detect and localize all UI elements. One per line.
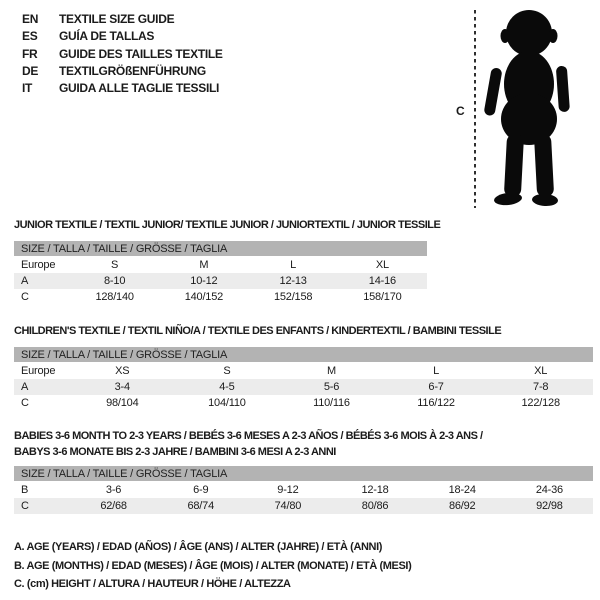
note-line-a: A. AGE (YEARS) / EDAD (AÑOS) / ÂGE (ANS) / ALTER (JAHRE) / ETÀ (ANNI) bbox=[14, 541, 382, 553]
size-header-cell: SIZE / TALLA / TAILLE / GRÖSSE / TAGLIA bbox=[14, 241, 427, 257]
table-cell: 158/170 bbox=[363, 291, 402, 303]
section-babies-textile bbox=[14, 428, 593, 514]
language-row-it bbox=[22, 80, 223, 97]
table-cell: XL bbox=[375, 259, 389, 271]
language-label: TEXTILGRÖßENFÜHRUNG bbox=[59, 63, 206, 78]
table-cell: XS bbox=[115, 365, 130, 377]
language-code: ES bbox=[22, 29, 38, 44]
footnotes-block bbox=[14, 538, 411, 594]
table-cell: 10-12 bbox=[190, 275, 218, 287]
table-row bbox=[14, 363, 593, 380]
language-code: FR bbox=[22, 46, 38, 61]
section-title-junior: JUNIOR TEXTILE / TEXTIL JUNIOR/ TEXTILE JUNIOR / JUNIORTEXTIL / JUNIOR TESSILE bbox=[14, 219, 441, 231]
height-label-c: C bbox=[456, 104, 465, 118]
language-label: GUIDA ALLE TAGLIE TESSILI bbox=[59, 81, 220, 96]
baby-silhouette-image bbox=[482, 6, 576, 209]
table-cell: 6-9 bbox=[193, 484, 209, 496]
table-cell: 14-16 bbox=[368, 275, 396, 287]
table-cell: 110/116 bbox=[313, 397, 350, 409]
row-label-cell: C bbox=[21, 500, 29, 512]
table-cell: 62/68 bbox=[100, 500, 127, 512]
table-cell: 140/152 bbox=[184, 291, 224, 303]
table-cell: 128/140 bbox=[95, 291, 134, 303]
row-label-cell: A bbox=[21, 275, 29, 287]
table-row bbox=[14, 482, 593, 499]
language-code: IT bbox=[22, 81, 33, 96]
table-cell: 104/110 bbox=[208, 397, 246, 409]
row-label-cell: A bbox=[21, 381, 29, 393]
table-cell: 80/86 bbox=[361, 500, 389, 512]
section-childrens-textile bbox=[14, 323, 593, 411]
note-line-c: C. (cm) HEIGHT / ALTURA / HAUTEUR / HÖHE / ALTEZZA bbox=[14, 578, 291, 590]
table-cell: 8-10 bbox=[104, 275, 126, 287]
table-cell: S bbox=[111, 259, 119, 271]
language-label: GUÍA DE TALLAS bbox=[59, 29, 155, 44]
table-cell: 9-12 bbox=[277, 484, 299, 496]
table-cell: 5-6 bbox=[323, 381, 340, 393]
table-cell: 68/74 bbox=[187, 500, 214, 512]
table-cell: 74/80 bbox=[274, 500, 302, 512]
table-row bbox=[14, 395, 593, 411]
table-cell: 3-4 bbox=[114, 381, 130, 393]
table-cell: 4-5 bbox=[219, 381, 235, 393]
table-cell: 3-6 bbox=[105, 484, 122, 496]
language-label: TEXTILE SIZE GUIDE bbox=[59, 12, 175, 26]
table-cell: S bbox=[223, 365, 231, 377]
section-title-babies-line1: BABIES 3-6 MONTH TO 2-3 YEARS / BEBÉS 3-6 MESES A 2-3 AÑOS / BÉBÉS 3-6 MOIS À 2-3 ANS / bbox=[14, 430, 483, 442]
table-cell: 122/128 bbox=[521, 397, 560, 409]
table-cell: 98/104 bbox=[106, 397, 139, 409]
table-row bbox=[14, 289, 427, 305]
children-size-table bbox=[14, 347, 593, 411]
table-cell: 18-24 bbox=[448, 484, 476, 496]
table-row bbox=[14, 257, 427, 274]
size-header-cell: SIZE / TALLA / TAILLE / GRÖSSE / TAGLIA bbox=[14, 347, 593, 363]
table-cell: 12-13 bbox=[279, 275, 307, 287]
row-label-cell: Europe bbox=[21, 365, 56, 377]
row-label-cell: C bbox=[21, 397, 29, 409]
table-cell: 24-36 bbox=[535, 484, 563, 496]
language-row-en bbox=[22, 11, 223, 28]
table-cell: 6-7 bbox=[428, 381, 444, 393]
height-dashed-line bbox=[474, 10, 476, 208]
table-cell: 86/92 bbox=[448, 500, 476, 512]
table-cell: 92/98 bbox=[536, 500, 563, 512]
row-label-cell: B bbox=[21, 484, 29, 496]
table-cell: 7-8 bbox=[533, 381, 549, 393]
size-header-cell: SIZE / TALLA / TAILLE / GRÖSSE / TAGLIA bbox=[14, 466, 593, 482]
table-row bbox=[14, 379, 593, 395]
section-title-children: CHILDREN'S TEXTILE / TEXTIL NIÑO/A / TEXTILE DES ENFANTS / KINDERTEXTIL / BAMBINI TESSILE bbox=[14, 325, 502, 337]
section-junior-textile bbox=[14, 217, 441, 305]
language-code: DE bbox=[22, 63, 39, 78]
table-row bbox=[14, 273, 427, 289]
language-row-de bbox=[22, 63, 223, 80]
babies-size-table bbox=[14, 466, 593, 514]
table-cell: 116/122 bbox=[417, 397, 455, 409]
section-title-babies-line2: BABYS 3-6 MONATE BIS 2-3 JAHRE / BAMBINI 3-6 MESI A 2-3 ANNI bbox=[14, 446, 336, 458]
table-cell: 12-18 bbox=[361, 484, 389, 496]
table-cell: L bbox=[433, 365, 440, 377]
language-label: GUIDE DES TAILLES TEXTILE bbox=[59, 46, 223, 61]
table-cell: XL bbox=[534, 365, 548, 377]
table-cell: 152/158 bbox=[273, 291, 313, 303]
row-label-cell: Europe bbox=[21, 259, 56, 271]
note-line-b: B. AGE (MONTHS) / EDAD (MESES) / ÂGE (MOIS) / ALTER (MONATE) / ETÀ (MESI) bbox=[14, 559, 412, 572]
junior-size-table bbox=[14, 241, 427, 305]
language-row-es bbox=[22, 28, 223, 45]
language-header-block bbox=[22, 11, 223, 97]
table-cell: L bbox=[290, 259, 297, 271]
table-cell: M bbox=[327, 365, 336, 377]
table-row bbox=[14, 498, 593, 514]
language-code: EN bbox=[22, 12, 39, 26]
table-cell: M bbox=[199, 259, 209, 271]
language-row-fr bbox=[22, 46, 223, 63]
row-label-cell: C bbox=[21, 291, 29, 303]
